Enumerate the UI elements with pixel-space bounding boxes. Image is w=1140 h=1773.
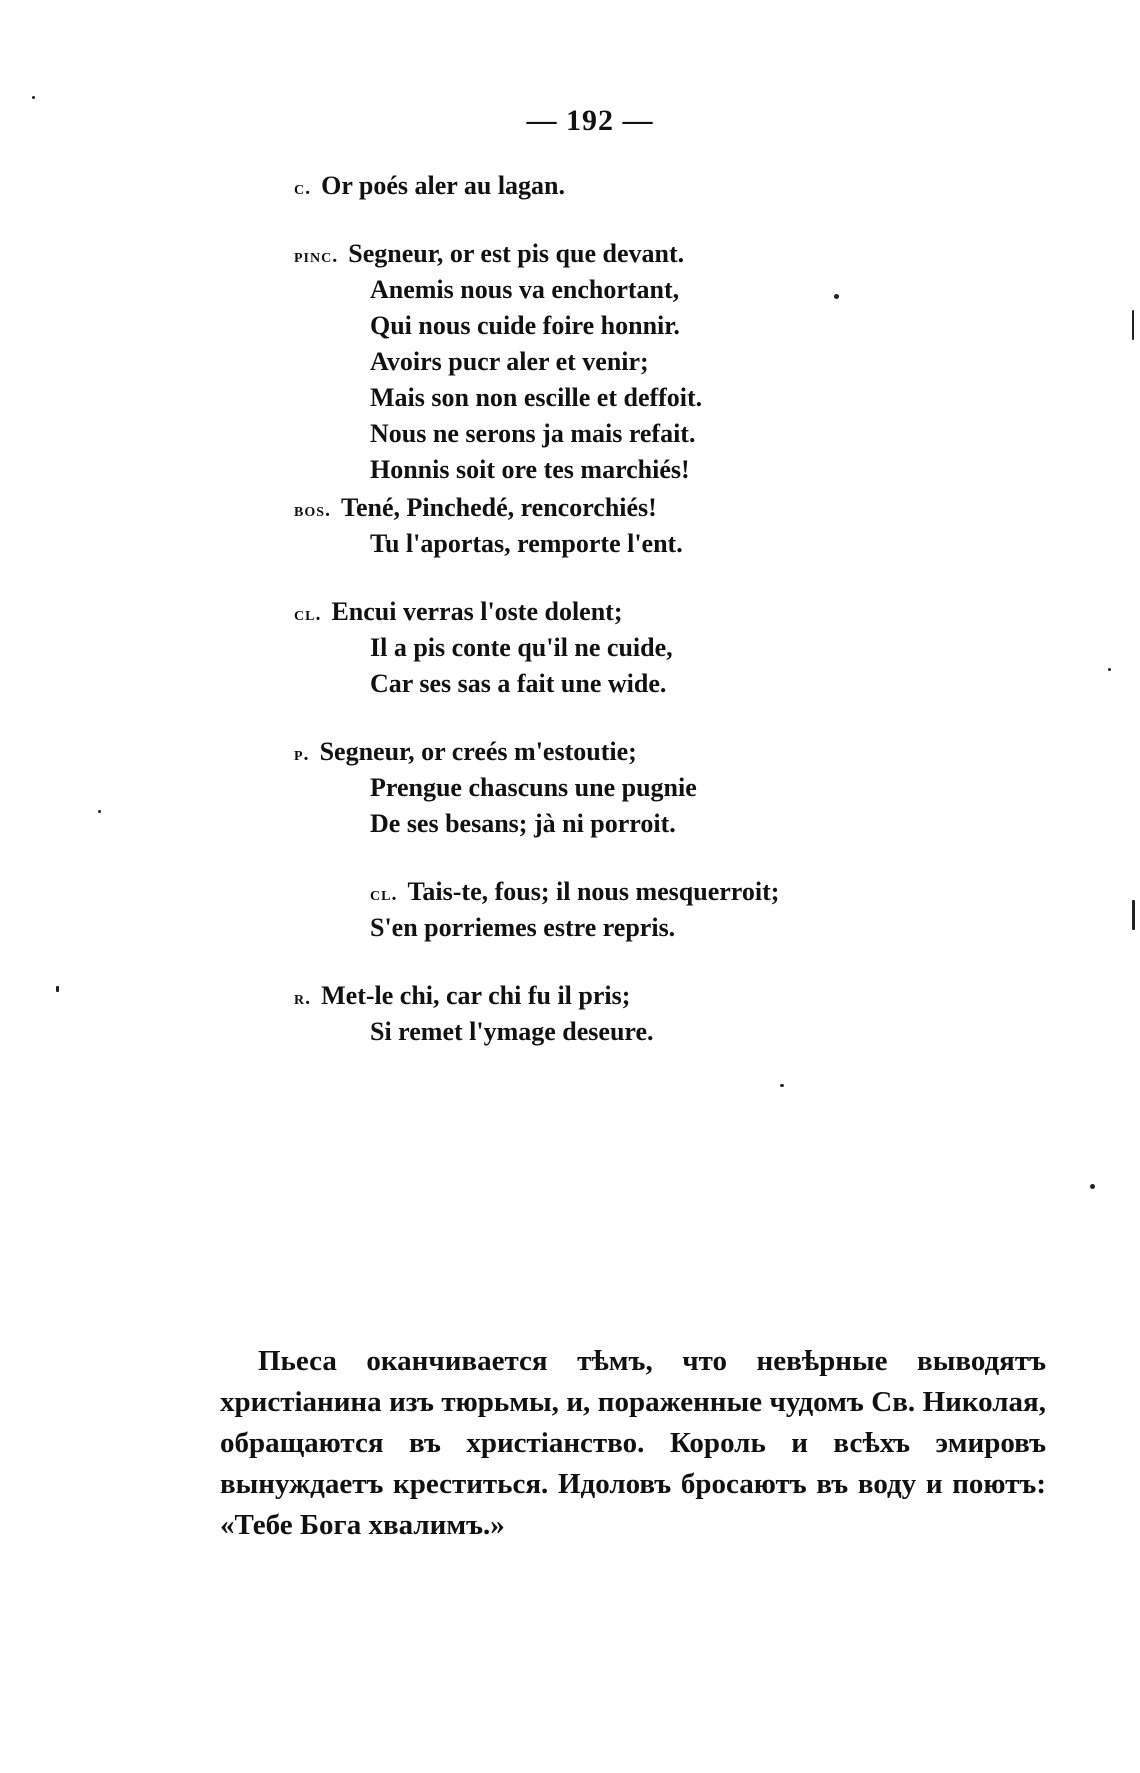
speaker-label: cl. [294,603,322,625]
speech-cl [294,594,779,702]
prose-paragraph: Пьеса оканчивается тѣмъ, что невѣрные выводятъ христіанина изъ тюрьмы, и, пораженные чудомъ Св. Николая, обращаются въ христіанство. Король и всѣхъ эмировъ вынуждаетъ креститься. Идоловъ бросаютъ въ воду и поютъ: «Тебе Бога хвалимъ.» [220,1345,1046,1541]
print-speck [1090,1184,1095,1189]
verse-line: Car ses sas a fait une wide. [370,669,667,698]
verse-text: Tené, Pinchedé, rencorchiés! [341,493,657,522]
verse-line [294,236,779,272]
verse-line: S'en porriemes estre repris. [370,913,676,942]
print-speck [56,986,59,992]
verse-line: De ses besans; jà ni porroit. [370,809,676,838]
verse-line [294,734,779,770]
verse-text: Or poés aler au lagan. [321,171,566,200]
speaker-label: bos. [294,499,332,521]
verse-line: Il a pis conte qu'il ne cuide, [370,633,673,662]
page-number: — 192 — [526,104,654,137]
print-speck [834,294,839,299]
speech-r [294,978,779,1050]
speech-pinc [294,236,779,488]
print-speck [32,96,35,99]
verse-line [294,168,779,204]
verse-line: Prengue chascuns une pugnie [370,773,697,802]
verse-line [294,874,779,910]
verse-text: Encui verras l'oste dolent; [331,597,623,626]
verse-line [294,978,779,1014]
verse-text: Met-le chi, car chi fu il pris; [321,981,631,1010]
print-speck [1132,900,1135,930]
print-speck [1108,668,1111,671]
verse-line: Qui nous cuide foire honnir. [370,311,680,340]
speech-bos [294,490,779,562]
verse-line [294,594,779,630]
verse-line: Tu l'aportas, remporte l'ent. [370,529,683,558]
verse-line: Nous ne serons ja mais refait. [370,419,696,448]
verse-block [294,168,779,1050]
verse-line: Anemis nous va enchortant, [370,275,680,304]
verse-line: Mais son non escille et deffoit. [370,383,703,412]
speaker-label: pinc. [294,245,339,267]
speaker-label: c. [294,177,312,199]
verse-text: Segneur, or est pis que devant. [348,239,685,268]
speech-cl-2 [294,874,779,946]
verse-line: Honnis soit ore tes marchiés! [370,455,690,484]
verse-line: Avoirs pucr aler et venir; [370,347,649,376]
verse-line [294,490,779,526]
speech-p [294,734,779,842]
speaker-label: r. [294,987,312,1009]
print-speck [780,1084,784,1087]
speaker-label: cl. [370,883,398,905]
speaker-label: p. [294,743,310,765]
verse-text: Tais-te, fous; il nous mesquerroit; [407,877,780,906]
verse-line: Si remet l'ymage deseure. [370,1017,654,1046]
print-speck [1132,310,1134,340]
speech-c [294,168,779,204]
verse-text: Segneur, or creés m'estoutie; [319,737,637,766]
print-speck [98,810,101,813]
